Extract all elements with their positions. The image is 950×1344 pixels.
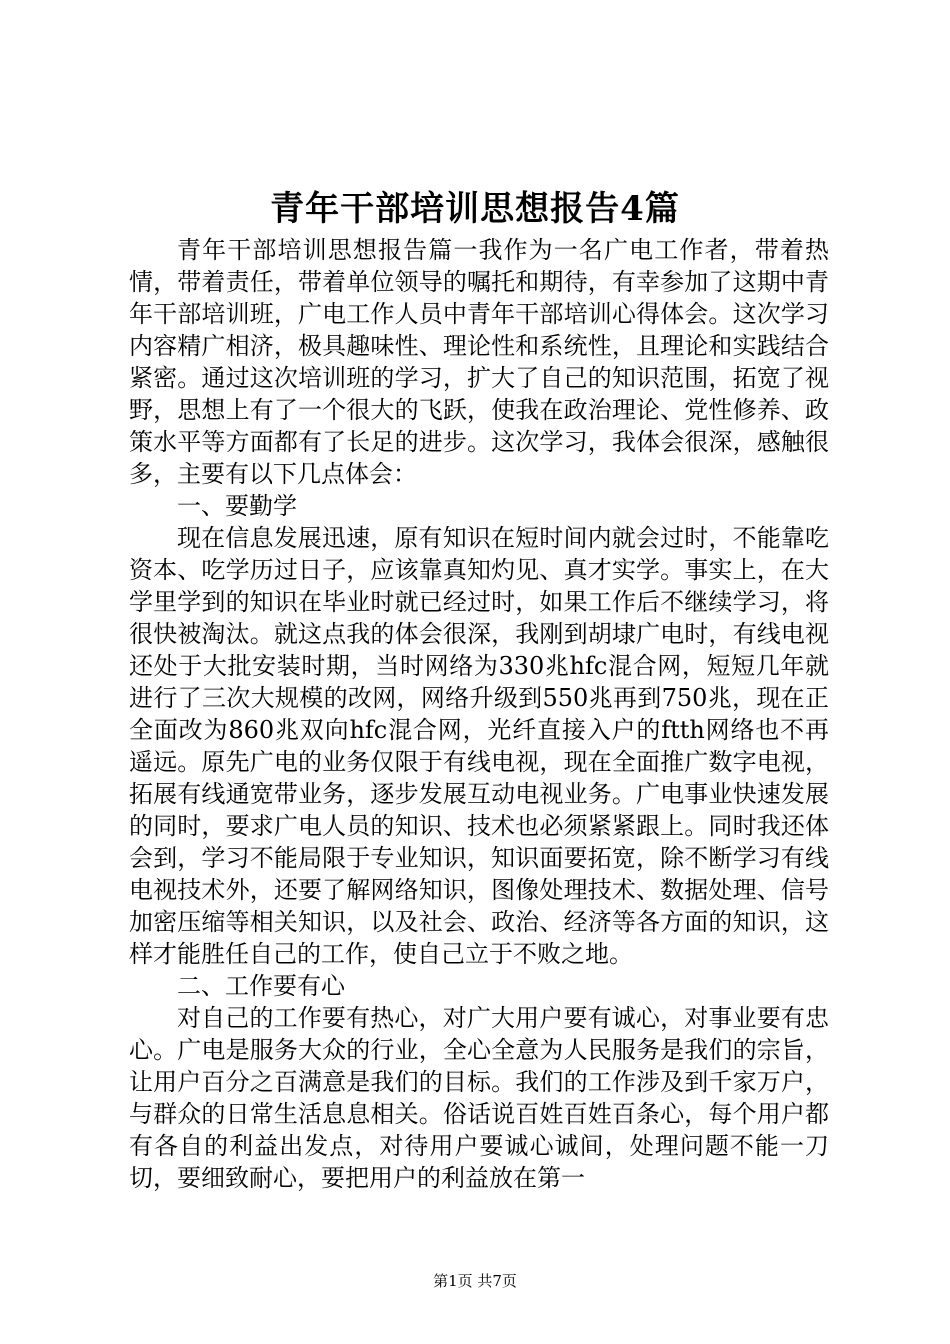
section-heading-2: 二、工作要有心 bbox=[177, 972, 345, 1000]
page-footer: 第1页 共7页 bbox=[433, 1272, 517, 1290]
paragraph-section-2: 对自己的工作要有热心，对广大用户要有诚心，对事业要有忠心。广电是服务大众的行业，全心全意为人民服务是我们的宗旨，让用户百分之百满意是我们的目标。我们的工作涉及到千家万户，与群众的日常生活息息相关。俗话说百姓百姓百条心，每个用户都有各自的利益出发点，对待用户要诚心诚间，处理问题不能一刀切，要细致耐心，要把用户的利益放在第一 bbox=[129, 1004, 829, 1192]
paragraph-section-1: 现在信息发展迅速，原有知识在短时间内就会过时，不能靠吃资本、吃学历过日子，应该靠真知灼见、真才实学。事实上，在大学里学到的知识在毕业时就已经过时，如果工作后不继续学习，将很快被淘汰。就这点我的体会很深，我刚到胡埭广电时，有线电视还处于大批安装时期，当时网络为330兆hfc混合网，短短几年就进行了三次大规模的改网，网络升级到550兆再到750兆，现在正全面改为860兆双向hfc混合网，光纤直接入户的ftth网络也不再遥远。原先广电的业务仅限于有线电视，现在全面推广数字电视，拓展有线通宽带业务，逐步发展互动电视业务。广电事业快速发展的同时，要求广电人员的知识、技术也必须紧紧跟上。同时我还体会到，学习不能局限于专业知识，知识面要拓宽，除不断学习有线电视技术外，还要了解网络知识，图像处理技术、数据处理、信号加密压缩等相关知识，以及社会、政治、经济等各方面的知识，这样才能胜任自己的工作，使自己立于不败之地。 bbox=[129, 524, 829, 968]
paragraph-intro: 青年干部培训思想报告篇一我作为一名广电工作者，带着热情，带着责任，带着单位领导的嘱托和期待，有幸参加了这期中青年干部培训班，广电工作人员中青年干部培训心得体会。这次学习内容精广相济，极具趣味性、理论性和系统性，且理论和实践结合紧密。通过这次培训班的学习，扩大了自己的知识范围，拓宽了视野，思想上有了一个很大的飞跃，使我在政治理论、党性修养、政策水平等方面都有了长足的进步。这次学习，我体会很深，感触很多，主要有以下几点体会： bbox=[129, 236, 829, 488]
document-body bbox=[129, 234, 829, 1194]
section-heading-1: 一、要勤学 bbox=[177, 492, 297, 520]
document-title: 青年干部培训思想报告4篇 bbox=[270, 189, 680, 229]
